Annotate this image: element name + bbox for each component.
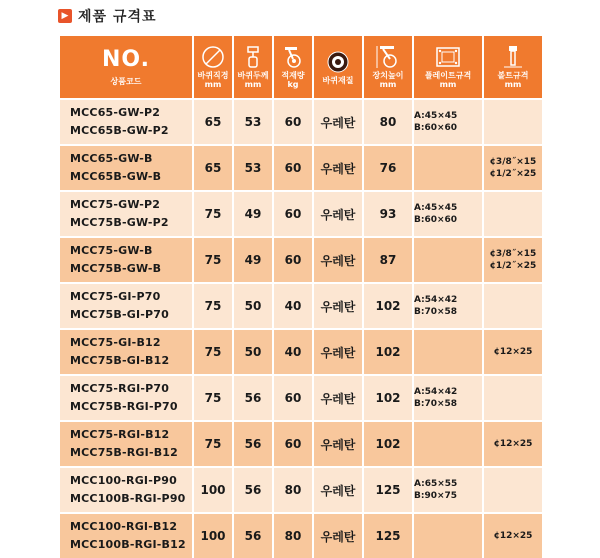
product-code-cell	[60, 328, 192, 374]
header-plate: 플레이트규격 mm	[412, 36, 482, 98]
bolt-size-2: ¢1/2˝×25	[489, 261, 537, 271]
plate-size-icon	[433, 45, 463, 69]
wheel-width-cell: 50	[232, 328, 272, 374]
bolt-size-cell	[482, 236, 542, 282]
product-code-2: MCC75B-GW-P2	[70, 216, 169, 229]
product-code-2: MCC100B-RGI-B12	[70, 538, 186, 551]
wheel-diameter-cell: 75	[192, 236, 232, 282]
product-code-2: MCC75B-RGI-B12	[70, 446, 178, 459]
bolt-size-cell	[482, 374, 542, 420]
plate-size-a: A:54×42	[414, 387, 458, 397]
mounting-height-cell: 80	[362, 98, 412, 144]
table-row	[60, 190, 542, 236]
header-height: 장치높이 mm	[362, 36, 412, 98]
bolt-size-cell	[482, 328, 542, 374]
product-code-1: MCC65-GW-P2	[70, 106, 161, 119]
product-code-cell	[60, 236, 192, 282]
product-code-2: MCC100B-RGI-P90	[70, 492, 186, 505]
table-row	[60, 328, 542, 374]
product-code-2: MCC75B-GW-B	[70, 262, 162, 275]
mounting-height-cell: 87	[362, 236, 412, 282]
wheel-width-cell: 56	[232, 374, 272, 420]
bolt-size-1: ¢12×25	[493, 347, 533, 357]
plate-size-cell	[412, 328, 482, 374]
plate-size-a: A:45×45	[414, 111, 458, 121]
mounting-height-cell: 102	[362, 282, 412, 328]
bolt-size-1: ¢3/8˝×15	[489, 249, 537, 259]
wheel-diameter-cell: 100	[192, 512, 232, 558]
product-code-2: MCC75B-RGI-P70	[70, 400, 178, 413]
bolt-size-cell	[482, 512, 542, 558]
wheel-material-cell: 우레탄	[312, 144, 362, 190]
product-code-2: MCC75B-GI-P70	[70, 308, 170, 321]
product-code-1: MCC100-RGI-B12	[70, 520, 178, 533]
header-bolt: 볼트규격 mm	[482, 36, 542, 98]
wheel-diameter-cell: 65	[192, 144, 232, 190]
product-code-2: MCC65B-GW-B	[70, 170, 162, 183]
plate-size-b: B:70×58	[414, 307, 458, 317]
wheel-width-cell: 56	[232, 512, 272, 558]
bolt-size-icon	[501, 45, 525, 69]
mounting-height-cell: 76	[362, 144, 412, 190]
product-code-cell	[60, 98, 192, 144]
mounting-height-cell: 125	[362, 466, 412, 512]
table-row	[60, 98, 542, 144]
wheel-diameter-cell: 75	[192, 374, 232, 420]
wheel-diameter-cell: 75	[192, 328, 232, 374]
table-row	[60, 466, 542, 512]
wheel-width-cell: 50	[232, 282, 272, 328]
load-capacity-cell: 60	[272, 236, 312, 282]
caster-load-icon	[281, 45, 305, 69]
load-capacity-cell: 80	[272, 512, 312, 558]
header-load: 적재량 kg	[272, 36, 312, 98]
product-code-1: MCC100-RGI-P90	[70, 474, 177, 487]
mounting-height-cell: 102	[362, 328, 412, 374]
table-row	[60, 282, 542, 328]
wheel-width-cell: 53	[232, 144, 272, 190]
load-capacity-cell: 60	[272, 374, 312, 420]
header-material: 바퀴재질	[312, 36, 362, 98]
plate-size-cell	[412, 98, 482, 144]
plate-size-b: B:70×58	[414, 399, 458, 409]
load-capacity-cell: 60	[272, 98, 312, 144]
wheel-width-icon	[241, 45, 265, 69]
table-row	[60, 236, 542, 282]
bolt-size-cell	[482, 420, 542, 466]
load-capacity-cell: 60	[272, 144, 312, 190]
bolt-size-1: ¢3/8˝×15	[489, 157, 537, 167]
wheel-width-cell: 56	[232, 420, 272, 466]
wheel-diameter-cell: 75	[192, 282, 232, 328]
header-no	[60, 36, 192, 98]
product-code-1: MCC65-GW-B	[70, 152, 153, 165]
wheel-material-icon	[326, 50, 350, 74]
plate-size-a: A:65×55	[414, 479, 458, 489]
spec-table	[60, 36, 542, 558]
wheel-material-cell: 우레탄	[312, 282, 362, 328]
product-code-1: MCC75-GW-P2	[70, 198, 161, 211]
wheel-diameter-cell: 75	[192, 190, 232, 236]
header-width: 바퀴두께 mm	[232, 36, 272, 98]
plate-size-a: A:54×42	[414, 295, 458, 305]
page-title: 제품 규격표	[78, 9, 157, 25]
load-capacity-cell: 40	[272, 282, 312, 328]
product-code-cell	[60, 466, 192, 512]
product-code-cell	[60, 420, 192, 466]
load-capacity-cell: 40	[272, 328, 312, 374]
product-code-cell	[60, 190, 192, 236]
wheel-material-cell: 우레탄	[312, 236, 362, 282]
plate-size-cell	[412, 144, 482, 190]
product-code-cell	[60, 512, 192, 558]
wheel-diameter-cell: 100	[192, 466, 232, 512]
wheel-material-cell: 우레탄	[312, 98, 362, 144]
no-label: NO.	[102, 46, 150, 72]
product-code-1: MCC75-RGI-P70	[70, 382, 170, 395]
section-title-bar	[58, 6, 157, 26]
product-code-1: MCC75-GI-P70	[70, 290, 161, 303]
table-row	[60, 144, 542, 190]
table-row	[60, 512, 542, 558]
mounting-height-icon	[374, 45, 402, 69]
wheel-material-cell: 우레탄	[312, 466, 362, 512]
product-code-1: MCC75-GI-B12	[70, 336, 161, 349]
mounting-height-cell: 93	[362, 190, 412, 236]
wheel-width-cell: 49	[232, 190, 272, 236]
wheel-material-cell: 우레탄	[312, 420, 362, 466]
product-code-1: MCC75-RGI-B12	[70, 428, 170, 441]
bolt-size-cell	[482, 98, 542, 144]
plate-size-b: B:60×60	[414, 123, 458, 133]
bolt-size-1: ¢12×25	[493, 531, 533, 541]
plate-size-cell	[412, 282, 482, 328]
bolt-size-cell	[482, 144, 542, 190]
product-code-2: MCC65B-GW-P2	[70, 124, 169, 137]
wheel-diameter-cell: 65	[192, 98, 232, 144]
mounting-height-cell: 125	[362, 512, 412, 558]
table-row	[60, 420, 542, 466]
wheel-material-cell: 우레탄	[312, 374, 362, 420]
plate-size-cell	[412, 420, 482, 466]
plate-size-cell	[412, 466, 482, 512]
wheel-width-cell: 53	[232, 98, 272, 144]
wheel-diameter-cell: 75	[192, 420, 232, 466]
table-header-row	[60, 36, 542, 98]
plate-size-a: A:45×45	[414, 203, 458, 213]
table-body	[60, 98, 542, 558]
product-code-2: MCC75B-GI-B12	[70, 354, 170, 367]
product-code-cell	[60, 374, 192, 420]
plate-size-cell	[412, 236, 482, 282]
bolt-size-1: ¢12×25	[493, 439, 533, 449]
load-capacity-cell: 80	[272, 466, 312, 512]
code-label: 상품코드	[110, 76, 142, 86]
arrow-bullet-icon: ▶	[58, 9, 72, 23]
bolt-size-cell	[482, 466, 542, 512]
plate-size-b: B:90×75	[414, 491, 458, 501]
table-row	[60, 374, 542, 420]
wheel-width-cell: 49	[232, 236, 272, 282]
plate-size-cell	[412, 512, 482, 558]
wheel-material-cell: 우레탄	[312, 512, 362, 558]
wheel-width-cell: 56	[232, 466, 272, 512]
load-capacity-cell: 60	[272, 190, 312, 236]
header-diameter: 바퀴직경 mm	[192, 36, 232, 98]
plate-size-cell	[412, 374, 482, 420]
plate-size-cell	[412, 190, 482, 236]
bolt-size-cell	[482, 282, 542, 328]
mounting-height-cell: 102	[362, 374, 412, 420]
wheel-material-cell: 우레탄	[312, 190, 362, 236]
bolt-size-cell	[482, 190, 542, 236]
product-code-1: MCC75-GW-B	[70, 244, 153, 257]
bolt-size-2: ¢1/2˝×25	[489, 169, 537, 179]
wheel-diameter-icon	[201, 45, 225, 69]
wheel-material-cell: 우레탄	[312, 328, 362, 374]
load-capacity-cell: 60	[272, 420, 312, 466]
product-code-cell	[60, 282, 192, 328]
product-code-cell	[60, 144, 192, 190]
mounting-height-cell: 102	[362, 420, 412, 466]
plate-size-b: B:60×60	[414, 215, 458, 225]
